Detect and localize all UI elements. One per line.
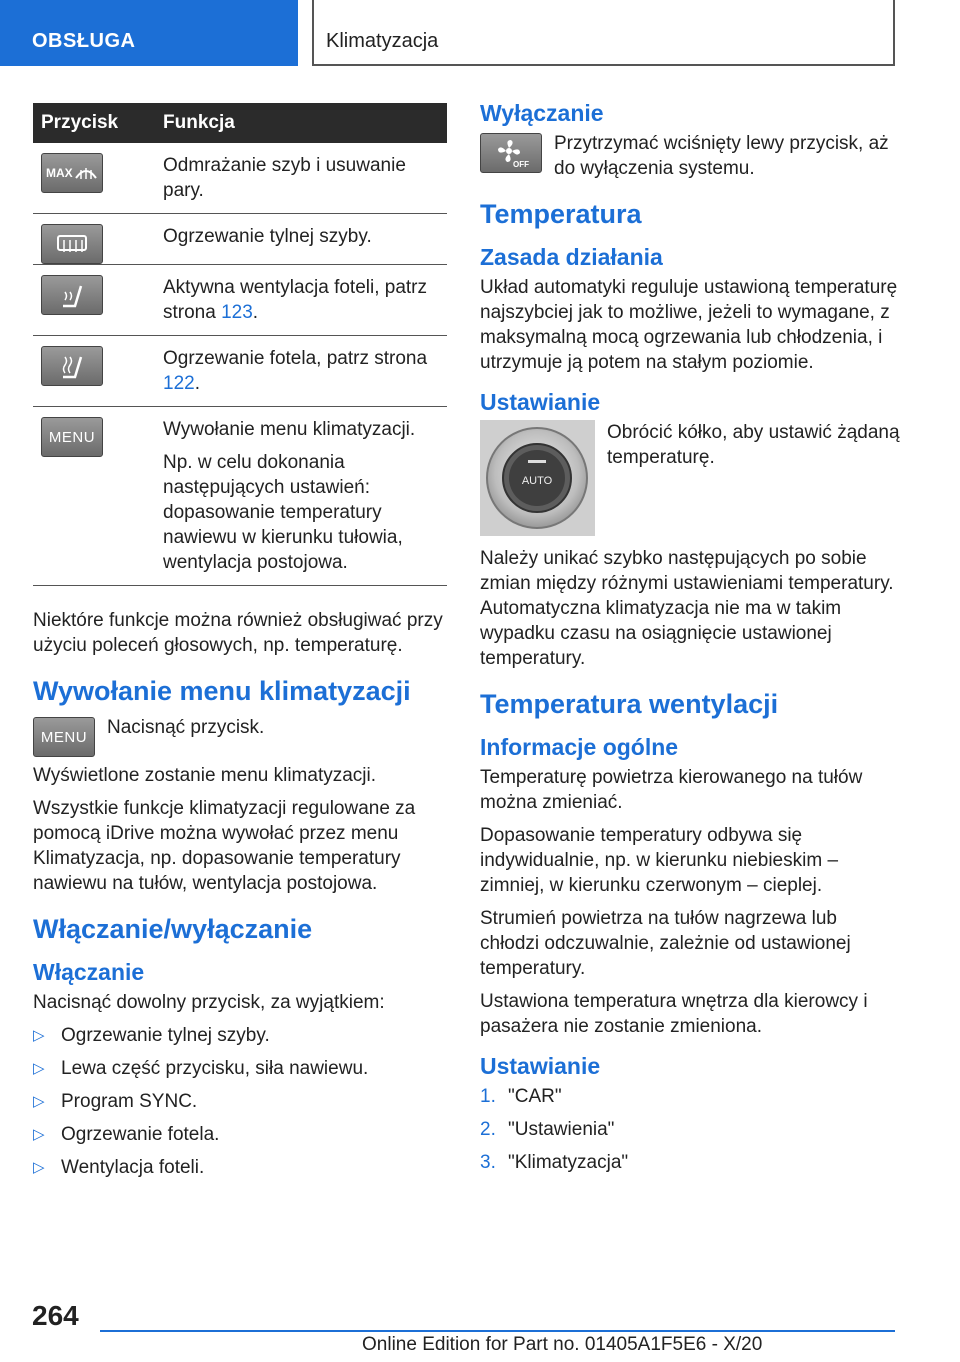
steps-list: [480, 1084, 900, 1175]
general-text-2: Dopasowanie temperatury odbywa się indywidualnie, np. w kierunku niebieskim – zimniej, w kierunku czerwonym – cieplej.: [480, 825, 839, 896]
knob-instruction: [480, 420, 900, 536]
list-item: ▷ Ogrzewanie fotela.: [33, 1124, 220, 1145]
heading-set-2: Ustawianie: [480, 1053, 601, 1079]
table-function-text: Odmrażanie szyb i usuwanie pary.: [163, 155, 406, 201]
page-link[interactable]: 123: [221, 302, 253, 323]
table-header-function: Funkcja: [155, 103, 447, 143]
menu-press-text: Nacisnąć przycisk.: [107, 717, 265, 738]
list-item: 1. "CAR": [480, 1086, 562, 1107]
exceptions-list: [33, 1023, 447, 1180]
principle-text: Układ automatyki reguluje ustawioną temperaturę najszybciej jak to możliwe, jeżeli to wymagane, z maksymalną mocą ogrzewania lub chłodzenia, i utrzymuje ją potem na stałym poziomie.: [480, 277, 898, 373]
triangle-bullet-icon: ▷: [33, 1126, 45, 1143]
menu-shown-text: Wyświetlone zostanie menu klimatyzacji.: [33, 765, 377, 786]
list-item: ▷ Ogrzewanie tylnej szyby.: [33, 1025, 270, 1046]
button-function-table: [33, 103, 447, 586]
heading-menu: Wywołanie menu klimatyzacji: [33, 676, 411, 706]
temperature-knob-image: [480, 420, 595, 536]
set-text: Obrócić kółko, aby ustawić żądaną temperaturę.: [607, 422, 900, 468]
menu-button-icon: MENU: [33, 717, 95, 757]
triangle-bullet-icon: ▷: [33, 1093, 45, 1110]
left-column: [33, 103, 447, 1188]
rear-window-heating-icon: [41, 224, 103, 264]
list-item: 2. "Ustawienia": [480, 1119, 615, 1140]
footer-edition: Online Edition for Part no. 01405A1F5E6 - X/20: [362, 1334, 763, 1355]
svg-text:OFF: OFF: [513, 160, 529, 169]
heading-off: Wyłączanie: [480, 100, 604, 126]
table-function-text: Wywołanie menu klimatyzacji.: [163, 419, 416, 440]
menu-button-icon: MENU: [41, 417, 103, 457]
svg-text:MAX: MAX: [46, 166, 73, 180]
page-link[interactable]: 122: [163, 373, 195, 394]
header-section-title: OBSŁUGA: [32, 30, 136, 52]
menu-instruction: [33, 715, 447, 757]
heading-vent-temperature: Temperatura wentylacji: [480, 689, 779, 719]
table-header-button: Przycisk: [33, 103, 155, 143]
heading-set: Ustawianie: [480, 389, 601, 415]
header-section-tab: [0, 0, 298, 66]
max-defrost-icon: [41, 153, 103, 193]
seat-ventilation-icon: [41, 275, 103, 315]
list-item: ▷ Wentylacja foteli.: [33, 1157, 205, 1178]
triangle-bullet-icon: ▷: [33, 1060, 45, 1077]
heading-temperature: Temperatura: [480, 199, 642, 229]
table-row: [33, 143, 447, 214]
triangle-bullet-icon: ▷: [33, 1159, 45, 1176]
list-item: 3. "Klimatyzacja": [480, 1152, 629, 1173]
off-text: Przytrzymać wciśnięty lewy przycisk, aż do wyłączenia systemu.: [554, 133, 889, 179]
general-text-1: Temperaturę powietrza kierowanego na tułów można zmieniać.: [480, 767, 863, 813]
footer-divider: [100, 1330, 895, 1332]
heading-on: Włączanie: [33, 959, 145, 985]
heading-on-off: Włączanie/wyłączanie: [33, 914, 313, 944]
heading-general: Informacje ogólne: [480, 734, 679, 760]
table-row: [33, 265, 447, 336]
heading-principle: Zasada działania: [480, 244, 663, 270]
table-row: [33, 214, 447, 265]
triangle-bullet-icon: ▷: [33, 1027, 45, 1044]
table-function-text: Ogrzewanie fotela, patrz strona 122.: [163, 348, 428, 394]
list-item: ▷ Program SYNC.: [33, 1091, 198, 1112]
menu-idrive-text: Wszystkie funkcje klimatyzacji regulowane za pomocą iDrive można wywołać przez menu Klimatyzacja, np. dopasowanie temperatury nawiewu na tułów, wentylacja postojowa.: [33, 798, 416, 894]
avoid-text: Należy unikać szybko następujących po sobie zmian między różnymi ustawieniami temperatury. Automatyczna klimatyzacja nie ma w takim wypadku czasu na osiągnięcie ustawionej temperatury.: [480, 548, 894, 669]
table-function-text: Np. w celu dokonania następujących ustawień: dopasowanie temperatury nawiewu w kierunku tułowia, wentylacja postojowa.: [163, 452, 403, 573]
table-row: [33, 336, 447, 407]
seat-heating-icon: [41, 346, 103, 386]
general-text-3: Strumień powietrza na tułów nagrzewa lub chłodzi odczuwalnie, zależnie od ustawionej temperatury.: [480, 908, 851, 979]
off-instruction: [480, 131, 900, 181]
list-item: ▷ Lewa część przycisku, siła nawiewu.: [33, 1058, 369, 1079]
on-text: Nacisnąć dowolny przycisk, za wyjątkiem:: [33, 992, 385, 1013]
general-text-4: Ustawiona temperatura wnętrza dla kierowcy i pasażera nie zostanie zmieniona.: [480, 991, 868, 1037]
table-function-text: Ogrzewanie tylnej szyby.: [163, 226, 372, 247]
header-chapter-box: [312, 0, 895, 66]
page-number: 264: [32, 1300, 79, 1331]
table-row: [33, 407, 447, 586]
svg-text:AUTO: AUTO: [521, 475, 553, 487]
table-function-text: Aktywna wentylacja foteli, patrz strona 123.: [163, 277, 428, 323]
header-chapter-title: Klimatyzacja: [326, 30, 439, 52]
fan-off-icon: [480, 133, 542, 173]
right-column: [480, 100, 900, 1183]
voice-note: Niektóre funkcje można również obsługiwać przy użyciu poleceń głosowych, np. temperaturę.: [33, 610, 443, 656]
